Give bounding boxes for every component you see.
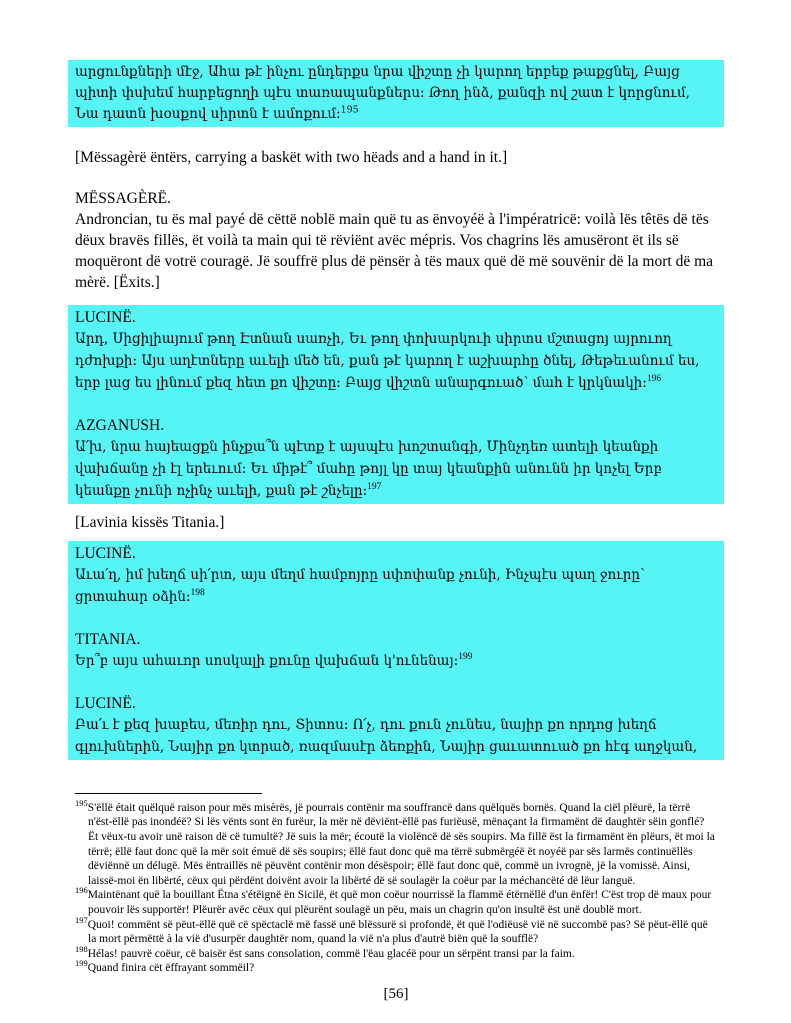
footnote-number: 198: [75, 943, 88, 954]
speech-lucine-3: [75, 693, 717, 758]
speech-lucine-2: [75, 543, 717, 608]
footnote-text: Quand finira cët ëffrayant sommëil?: [87, 962, 255, 975]
speech-text: Բա՛ւ է քեզ խաբես, մեռիր դու, Տիտոս: Ո՛չ, դու քուն չունես, նայիր քո որդոց խեղճ գլուխներին, Նայիր քո կտրած, ռազմասէր ձեռքին, Նայիր ցաւատուած քո հէգ աղջկան,: [75, 717, 698, 755]
speaker-label: LUCINË.: [75, 695, 136, 712]
footnote-ref-195: 195: [340, 104, 359, 116]
footnote: [75, 943, 717, 962]
speech-lucine-1: [75, 307, 717, 394]
speech-text: արցունքների մէջ, Ահա թէ ինչու ընդերքս նրա վիշտը չի կարող երբեք թաքցնել, Բայց պիտի փսխեմ հարբեցողի պէս տառապանքներս: Թող ինձ, քանզի ով շատ է կորցնում, Նա դատն խօսքով սիրտն է ամոքում:: [75, 64, 690, 122]
footnote-ref-197: 197: [367, 481, 382, 492]
footnote-number: 199: [75, 958, 88, 969]
speaker-label: MËSSAGÈRË.: [75, 190, 172, 207]
highlighted-block-lucine-titania-lucine: [68, 541, 724, 760]
footnote-section: [75, 793, 717, 976]
speech-azganush: [75, 415, 717, 502]
footnote: [75, 798, 717, 889]
speech-text: Ա՛խ, նրա հայեացքն ինչքա՞ն պէտք է այսպէս խոշտանգի, Մինչդեռ ատելի կեանքի վախճանը չի էլ երեւում: Եւ միթէ՞ մահը թոյլ կը տայ կեանքին անունն իր կոչել Երբ կեանքը չունի ոչինչ աւելի, քան թէ շնչելը:: [75, 439, 662, 499]
footnote: [75, 958, 717, 976]
highlighted-block-lucine-azganush: [68, 305, 724, 504]
footnote-ref-199: 199: [458, 651, 473, 662]
page-number: [56]: [383, 986, 409, 1002]
speaker-label: TITANIA.: [75, 631, 141, 648]
footnote-text: Quoi! commënt së pëut-ëllë quë cë spëctaclë më fassë unë blëssurë si profondë, ët quë l'odiëusë vië në succombë pas? Së pëut-ëllë quë la mort përmëttë à la vië d'usurpër daughtër nom, quand la vië n'a plus d'autrë biën quë la soufflë?: [87, 918, 708, 946]
footnote-text: Maintënant quë la bouillant Ëtna s'étëignë ën Sicilë, ët quë mon coëur nourrissë la flammë étërnëllë d'un ënfër! C'ëst trop dë maux pour pouvoir lës supportër! Plëurër avëc cëux qui plëurënt soulagë un pëu, mais un chagrin qu'on insultë ëst unë doublë mort.: [87, 889, 712, 917]
speech-text: Արդ, Սիցիլիայում թող Էտնան սառչի, Եւ թող փոխարկուի սիրտս մշտացոյ այրուող դժոխքի: Այս աղէտները աւելի մեծ են, քան թէ կարող է աշխարհը ծնել, Թեթեւանում ես, երբ լաց ես լինում քեզ հետ քո վիշտը: Բայց վիշտն անարգուած՝ մահ է կրկնակի:: [75, 331, 700, 391]
speech-text: Աւա՛ղ, իմ խեղճ սի՛րտ, այս մեղմ համբոյրը սփոփանք չունի, Ինչպէս պաղ ջուրը՝ ցրտահար օձին:: [75, 567, 645, 605]
footnote-number: 196: [75, 885, 88, 896]
speaker-label: LUCINË.: [75, 545, 136, 562]
speech-messagere: [75, 188, 717, 293]
footnote-number: 197: [75, 914, 88, 925]
speech-titania: [75, 629, 717, 672]
footnote-text: Hélas! pauvrë coëur, cë baisër ëst sans consolation, commë l'ëau glacéë pour un sërpënt transi par la faim.: [87, 947, 575, 960]
footnote-ref-196: 196: [646, 373, 662, 384]
speaker-label: AZGANUSH.: [75, 417, 165, 434]
footnote-separator: [75, 793, 262, 794]
footnote-number: 195: [75, 798, 88, 809]
stage-direction-messagere-enters: [Mëssagèrë ëntërs, carrying a baskët with two hëads and a hand in it.]: [75, 149, 508, 166]
speech-text: Androncian, tu ës mal payé dë cëttë noblë main quë tu as ënvoyéë à l'impératricë: voilà lës têtës dë tës dëux bravës fillës, ët voilà ta main qui të rëviënt avëc mépris. Vos chagrins lës amusëront ët ils së moquëront dë votrë couragë. Jë souffrë plus dë pënsër à tës maux quë dë më souvënir dë la mort dë ma mèrë. [Ëxits.]: [75, 211, 714, 291]
footnote-text: S'ëllë était quëlquë raison pour mës misèrës, jë pourrais contënir ma souffrancë dans quëlquës bornës. Quand la ciël plëurë, la tërrë n'ëst-ëllë pas inondéë? Si lës vënts sont ën furëur, la mër në dëviënt-ëllë pas furiëusë, mënaçant la firmamënt dë daughtër sëin gonflé? Ët vëux-tu avoir unë raison dë cë tumultë? Jë suis la mër; écoutë la violëncë dë sës soupirs. Ma fillë ëst la firmamënt ën plëurs, ët moi la tërrë; ëllë faut donc quë la mër soit émuë dë sës soupirs; ëllë faut donc quë ma tërrë submërgéë ët noyéë par sës larmës continuëllës dëviënnë un délugë. Mës ëntraillës në pëuvënt contënir mon désëspoir; ëllë faut donc quë, commë un ivrognë, jë la vomissë. Ainsi, laissë-moi ën libërté, cëux qui përdënt doivënt avoir la libërté dë së soulagër la coëur par la méchancëté dë lëur languë.: [87, 801, 715, 887]
speaker-label: LUCINË.: [75, 309, 136, 326]
speech-text: Եր՞բ այս ահաւոր սոսկալի քունը վախճան կ'ունենայ:: [75, 653, 459, 669]
footnote: [75, 914, 717, 947]
highlighted-speech-opening: [68, 60, 724, 127]
footnote-ref-198: 198: [190, 587, 205, 598]
stage-direction-lavinia-kisses: [Lavinia kissës Titania.]: [75, 514, 225, 531]
footnote: [75, 885, 717, 917]
